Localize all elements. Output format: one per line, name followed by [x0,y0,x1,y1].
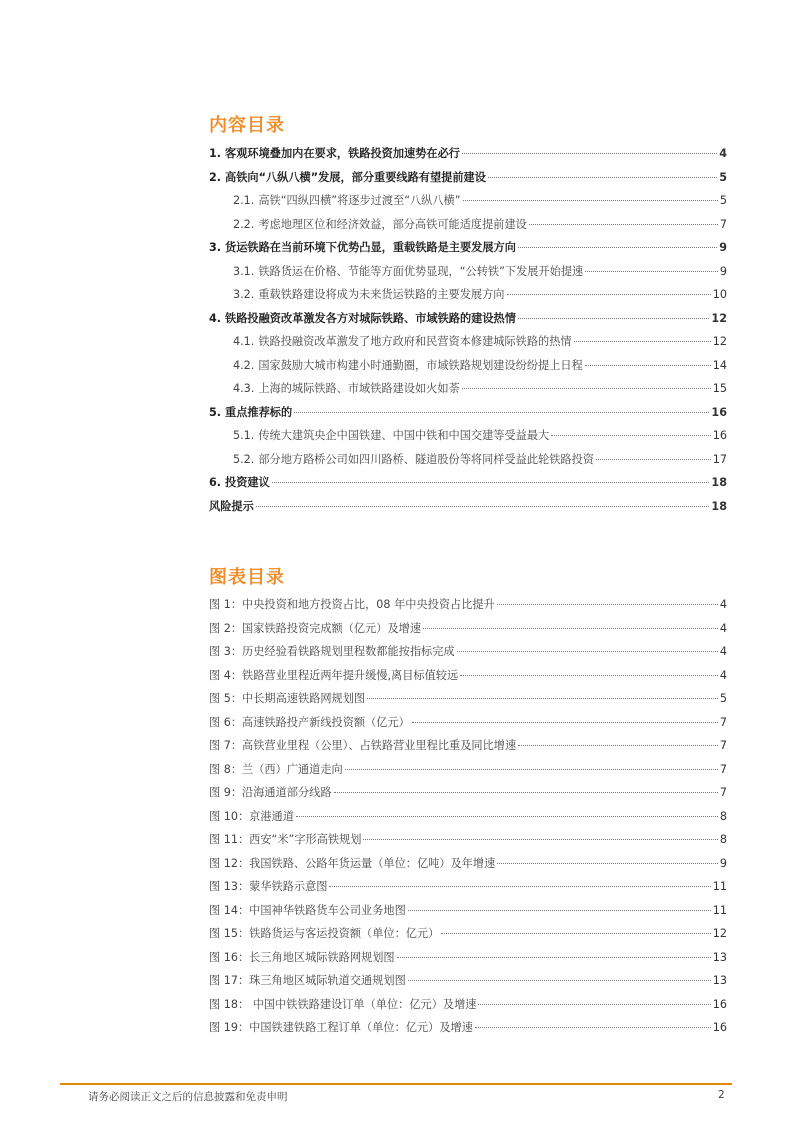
entry-page-number: 12 [711,311,727,325]
entry-text: 图 4：铁路营业里程近两年提升缓慢,离目标值较远 [209,668,459,682]
entry-text: 图 6：高速铁路投产新线投资额（亿元） [209,715,410,729]
entry-number: 4.2. [233,358,255,372]
entry-label [233,377,460,401]
dot-leader [397,956,711,958]
toc-entry[interactable] [209,142,727,166]
dot-leader [529,223,718,225]
entry-label [233,213,527,237]
entry-text: 高铁向“八纵八横”发展，部分重要线路有望提前建设 [225,170,486,184]
dot-leader [345,768,718,770]
entry-page-number: 16 [711,405,727,419]
dot-leader [574,340,711,342]
entry-text: 铁路投融资改革激发各方对城际铁路、市域铁路的建设热情 [225,311,516,325]
entry-label [209,1016,473,1040]
entry-page-number: 13 [712,950,727,964]
entry-number: 4.3. [233,382,255,395]
entry-text: 图 13：蒙华铁路示意图 [209,880,328,893]
entry-label [233,354,583,378]
toc-entry[interactable] [209,377,727,401]
dot-leader [497,862,718,864]
entry-label [209,307,516,331]
figure-entry[interactable] [209,640,727,664]
entry-text: 重点推荐标的 [225,405,293,419]
entry-page-number: 16 [712,1021,727,1034]
entry-label [209,969,406,993]
entry-label [209,805,294,829]
entry-page-number: 12 [712,335,727,348]
entry-page-number: 4 [719,621,727,635]
entry-text: 图 1：中央投资和地方投资占比，08 年中央投资占比提升 [209,598,495,611]
entry-number: 5.1. [233,429,255,442]
entry-page-number: 5 [719,170,727,184]
entry-page-number: 5 [719,194,727,207]
dot-leader [272,481,710,483]
table-of-contents [209,113,727,518]
entry-page-number: 15 [712,382,727,395]
page-number: 2 [718,1089,725,1101]
dot-leader [475,1026,711,1028]
entry-text: 图 8：兰（西）广通道走向 [209,762,343,776]
dot-leader [296,815,718,817]
entry-text: 传统大建筑央企中国铁建、中国中铁和中国交建等受益最大 [258,429,550,442]
entry-page-number: 9 [719,264,727,278]
figure-entry[interactable] [209,664,727,688]
entry-label [209,946,395,970]
toc-entry[interactable] [209,401,727,425]
toc-entry[interactable] [209,236,727,260]
entry-label [209,593,495,617]
entry-label [233,330,572,354]
entry-text: 重载铁路建设将成为未来货运铁路的主要发展方向 [258,288,505,301]
dot-leader [423,627,718,629]
entry-label [209,852,495,876]
dot-leader [507,293,711,295]
dot-leader [256,505,710,507]
figure-entry[interactable] [209,593,727,617]
entry-text: 图 17：珠三角地区城际轨道交通规划图 [209,974,406,987]
toc-entry[interactable] [209,189,727,213]
dot-leader [518,317,709,319]
entry-page-number: 18 [711,499,727,513]
entry-page-number: 18 [711,476,727,489]
entry-number: 4.1. [233,335,255,348]
toc-entry[interactable] [209,307,727,331]
entry-text: 图 5：中长期高速铁路网规划图 [209,692,366,705]
dot-leader [441,932,710,934]
entry-page-number: 16 [712,429,727,442]
figure-list-section [209,565,727,1040]
entry-page-number: 13 [712,974,727,987]
toc-entry[interactable] [209,471,727,495]
dot-leader [596,458,711,460]
footer-divider [60,1083,732,1085]
entry-text: 图 3：历史经验看铁路规划里程数都能按指标完成 [209,645,455,658]
figure-entry[interactable] [209,828,727,852]
figure-entry[interactable] [209,687,727,711]
figure-entry[interactable] [209,852,727,876]
entry-text: 投资建议 [225,476,270,489]
entry-text: 图 10：京港通道 [209,809,294,823]
entry-label [209,401,292,425]
entry-page-number: 11 [712,903,727,917]
entry-page-number: 7 [719,739,727,752]
figure-entry[interactable] [209,922,727,946]
entry-number: 4. [209,311,222,325]
figure-entry[interactable] [209,899,727,923]
entry-number: 1. [209,147,222,160]
entry-label [209,899,406,923]
dot-leader [551,434,711,436]
figure-entry[interactable] [209,993,727,1017]
toc-entry[interactable] [209,330,727,354]
entry-text: 图 14：中国神华铁路货车公司业务地图 [209,903,406,917]
contents-list [209,142,727,518]
figure-entry[interactable] [209,617,727,641]
entry-page-number: 14 [712,358,727,372]
figures-list [209,593,727,1040]
dot-leader [408,979,711,981]
dot-leader [457,650,718,652]
entry-page-number: 9 [719,241,727,254]
entry-page-number: 4 [719,147,727,160]
entry-text: 货运铁路在当前环境下优势凸显，重载铁路是主要发展方向 [225,241,516,254]
entry-label [233,424,549,448]
entry-label [209,687,365,711]
figure-entry[interactable] [209,969,727,993]
entry-page-number: 4 [719,645,727,658]
dot-leader [294,411,709,413]
dot-leader [518,744,718,746]
entry-text: 图 18： 中国中铁铁路建设订单（单位：亿元）及增速 [209,997,477,1011]
entry-text: 部分地方路桥公司如四川路桥、隧道股份等将同样受益此轮铁路投资 [258,452,594,466]
entry-label [209,236,516,260]
dot-leader [585,270,718,272]
dot-leader [478,1003,710,1005]
entry-text: 图 16：长三角地区城际铁路网规划图 [209,950,395,964]
entry-text: 图 7：高铁营业里程（公里）、占铁路营业里程比重及同比增速 [209,739,517,752]
entry-text: 高铁“四纵四横”将逐步过渡至“八纵八横” [258,194,461,207]
entry-label [209,875,327,899]
figure-entry[interactable] [209,875,727,899]
dot-leader [363,838,717,840]
figure-entry[interactable] [209,711,727,735]
entry-page-number: 8 [719,833,727,846]
entry-text: 图 15：铁路货运与客运投资额（单位：亿元） [209,927,440,940]
entry-text: 国家鼓励大城市构建小时通勤圈，市域铁路规划建设纷纷提上日程 [258,358,583,372]
toc-entry[interactable] [209,354,727,378]
dot-leader [488,176,717,178]
toc-entry[interactable] [209,283,727,307]
entry-page-number: 9 [719,856,727,870]
toc-entry[interactable] [209,495,727,519]
toc-entry[interactable] [209,424,727,448]
entry-page-number: 10 [712,288,727,301]
entry-page-number: 7 [719,217,727,231]
entry-text: 图 19：中国铁建铁路工程订单（单位：亿元）及增速 [209,1021,473,1034]
entry-number: 5.2. [233,452,255,466]
dot-leader [408,909,711,911]
figure-entry[interactable] [209,734,727,758]
dot-leader [518,246,717,248]
entry-text: 铁路货运在价格、节能等方面优势显现，“公转铁”下发展开始提速 [258,264,584,278]
dot-leader [462,152,717,154]
entry-number: 5. [209,405,222,419]
dot-leader [585,364,711,366]
entry-label [209,142,460,166]
entry-number: 6. [209,476,222,489]
entry-text: 铁路投融资改革激发了地方政府和民营资本修建城际铁路的热情 [258,335,572,348]
entry-page-number: 4 [719,668,727,682]
entry-text: 图 9：沿海通道部分线路 [209,786,332,799]
toc-entry[interactable] [209,166,727,190]
entry-page-number: 12 [712,927,727,940]
figures-title: 图表目录 [209,567,285,588]
entry-text: 图 11：西安“米”字形高铁规划 [209,833,362,846]
figure-entry[interactable] [209,758,727,782]
entry-number: 2. [209,170,222,184]
dot-leader [412,721,718,723]
figure-entry[interactable] [209,781,727,805]
entry-page-number: 7 [719,786,727,799]
dot-leader [462,387,711,389]
entry-text: 上海的城际铁路、市域铁路建设如火如荼 [258,382,460,395]
entry-number: 2.1. [233,194,255,207]
entry-label [233,448,594,472]
entry-page-number: 7 [719,715,727,729]
toc-entry[interactable] [209,448,727,472]
toc-entry[interactable] [209,213,727,237]
entry-text: 考虑地理区位和经济效益，部分高铁可能适度提前建设 [258,217,527,231]
footer-disclaimer: 请务必阅读正文之后的信息披露和免责申明 [88,1091,288,1103]
entry-label [209,734,516,758]
figure-entry[interactable] [209,805,727,829]
entry-label [209,758,343,782]
entry-text: 风险提示 [209,499,254,513]
entry-page-number: 17 [712,452,727,466]
entry-number: 2.2. [233,217,255,231]
dot-leader [460,674,718,676]
entry-text: 客观环境叠加内在要求，铁路投资加速势在必行 [225,147,460,160]
entry-label [209,495,254,519]
entry-label [209,640,455,664]
entry-label [209,166,486,190]
dot-leader [329,885,710,887]
entry-page-number: 5 [719,692,727,705]
figure-entry[interactable] [209,1016,727,1040]
entry-label [233,189,461,213]
entry-page-number: 16 [712,997,727,1011]
entry-label [209,828,361,852]
entry-label [233,283,505,307]
entry-text: 图 2：国家铁路投资完成额（亿元）及增速 [209,621,422,635]
entry-label [209,781,332,805]
entry-text: 图 12：我国铁路、公路年货运量（单位：亿吨）及年增速 [209,856,496,870]
dot-leader [497,603,718,605]
entry-number: 3.1. [233,264,255,278]
figure-entry[interactable] [209,946,727,970]
contents-title: 内容目录 [209,115,285,136]
entry-page-number: 4 [719,598,727,611]
entry-label [233,260,583,284]
entry-label [209,617,421,641]
entry-page-number: 8 [719,809,727,823]
entry-label [209,922,439,946]
dot-leader [334,791,718,793]
dot-leader [463,199,718,201]
entry-page-number: 11 [712,880,727,893]
entry-label [209,471,270,495]
entry-number: 3.2. [233,288,255,301]
entry-page-number: 7 [719,762,727,776]
dot-leader [367,697,718,699]
entry-label [209,664,458,688]
toc-entry[interactable] [209,260,727,284]
entry-label [209,711,410,735]
entry-label [209,993,476,1017]
entry-number: 3. [209,241,222,254]
